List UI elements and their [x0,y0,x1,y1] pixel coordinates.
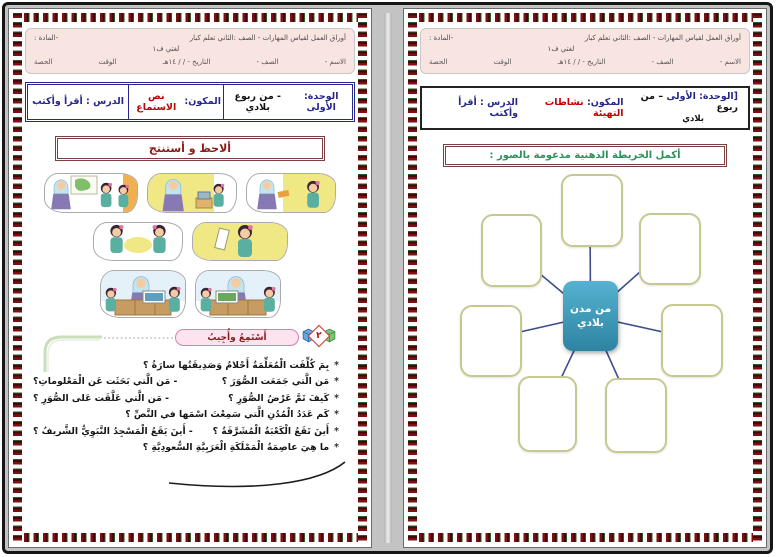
field-class: الصف - [651,58,674,66]
border-motif-right [358,13,367,542]
lesson-label: الدرس : أقرأ وأكتب [458,96,519,119]
question-text: مَن الَّتي جَمَعَت الصُّوَرَ ؟ [221,376,330,388]
question-bullet: * [334,409,339,421]
student-info-box [420,28,750,74]
mindmap-empty-node-top-right [639,213,701,285]
question-item [33,442,339,454]
mindmap-center-label-line2: بلادي [577,316,604,329]
component-cell [518,97,623,119]
question-bullet: * [334,359,339,371]
component-label: المكون: [586,96,624,108]
worksheet-title-wrap: لغتي ف١ [152,44,180,53]
swoosh-decoration [161,459,351,493]
mindmap-center-label-line1: من مدن [569,302,612,315]
question-list [29,360,351,455]
subject-label: -المادة : [34,34,59,42]
unit-value-wrap: بلادي [682,114,704,125]
field-time: الوقت [493,58,512,66]
question-bullet: * [334,442,339,454]
mindmap-center-node [563,281,618,351]
mindmap-title-box: أكمل الخريطة الذهنية مدعومة بالصور : [443,144,726,167]
illustrations [25,173,355,318]
section-number: ٢ [316,330,322,341]
component-value: نشاطات التهيئة [544,96,624,119]
border-motif-bottom [408,533,762,542]
field-time: الوقت [98,58,117,66]
listen-answer-section [25,328,355,493]
worksheet-title: أوراق العمل لقياس المهارات - الصف :الثاني تعلم كبار [584,34,741,42]
component-cell [129,85,224,119]
question-item [33,360,339,372]
mindmap-empty-node-top-left [481,214,542,287]
question-bullet: * [334,376,339,388]
unit-label: [الوحدة: الأولى [666,90,738,102]
worksheet-title-wrap: لغتي ف١ [547,44,575,53]
question-item [33,376,339,388]
question-item [33,426,339,438]
question-text: كَيفَ تَمَّ عَرْضُ الصُّوَرِ ؟ [228,392,330,404]
page-gap [384,13,392,543]
document-canvas [2,2,773,554]
field-date: التاريخ - / / ١٤هـ [557,58,606,66]
border-motif-right [753,13,762,542]
question-item [33,393,339,405]
section-number-badge [301,328,337,344]
illustration-panel-6 [195,270,281,318]
page-right [403,8,767,548]
component-label: المكون: [184,96,221,107]
listen-answer-title-pill: أَسْتَمِعُ وأُجِيبُ [175,329,299,346]
worksheet-title: أوراق العمل لقياس المهارات - الصف :الثاني تعلم كبار [189,34,346,42]
page-left [8,8,372,548]
mindmap [420,173,750,463]
mindmap-empty-node-right [661,304,723,377]
field-period: الحصة [429,58,448,66]
mindmap-empty-node-bottom-right [605,378,667,453]
illustration-panel-4 [192,222,288,261]
unit-cell [624,91,738,125]
illustration-panel-1 [246,173,336,213]
listen-answer-header [29,328,351,354]
unit-label: الوحدة: الأولى [303,90,339,113]
unit-cell [224,85,352,119]
question-text-secondary: - مَن الَّتي عَلَّقَت عَلى الصُّوَرِ ؟ [33,392,169,404]
field-name: الاسم - [324,58,346,66]
unit-bar [25,82,355,122]
mindmap-empty-node-top [561,174,623,247]
question-text-secondary: - مَن الَّتي بَحَثَت عَن الْمَعْلوماتِ؟ [33,376,178,388]
question-text: ما هِيَ عاصِمَةُ الْمَمْلَكَةِ الْعَرَبِيَّةِ السُّعودِيَّةِ ؟ [142,442,330,454]
question-text: كَم عَدَدُ الْمُدُنِ الَّتي سَمِعْتَ اسْمَها في النَّصِّ ؟ [125,409,330,421]
subject-label: -المادة : [429,34,454,42]
field-name: الاسم - [719,58,741,66]
lesson-cell [28,85,129,119]
unit-value: – من ربوع [640,90,738,114]
unit-bar [420,86,750,130]
illustration-panel-5 [93,222,183,261]
illustration-panel-7 [100,270,186,318]
lesson-label: الدرس : أقرأ وأكتب [32,96,124,107]
question-text: بِمَ كُلِّفَت الْمُعَلِّمَةُ أَحْلامُ وَصَدِيقَتُها سارَةُ ؟ [143,359,330,371]
mindmap-empty-node-left [460,305,522,377]
unit-value: - من ربوع بلادي [234,90,281,113]
border-motif-bottom [13,533,367,542]
field-period: الحصة [34,58,53,66]
component-value: نص الاستماع [136,90,177,113]
question-item [33,409,339,421]
border-motif-top [408,13,762,22]
border-motif-left [13,13,22,542]
border-motif-left [408,13,417,542]
question-bullet: * [334,425,339,437]
field-date: التاريخ - / / ١٤هـ [162,58,211,66]
question-bullet: * [334,392,339,404]
illustration-panel-3 [44,173,138,213]
lesson-cell [432,97,518,119]
field-class: الصف - [256,58,279,66]
question-text-secondary: - أَينَ يَقَعُ الْمَسْجِدُ النَّبَوِيُّ الشَّريفُ ؟ [33,425,193,437]
illustration-panel-2 [147,173,237,213]
observe-title-box: ألاحظ و أستنتج [55,136,325,161]
border-motif-top [13,13,367,22]
mindmap-empty-node-bottom-left [518,376,577,452]
student-info-box [25,28,355,74]
question-text: أَينَ تَقَعُ الْكَعْبَةُ الْمُشَرَّفَةُ ؟ [212,425,330,437]
